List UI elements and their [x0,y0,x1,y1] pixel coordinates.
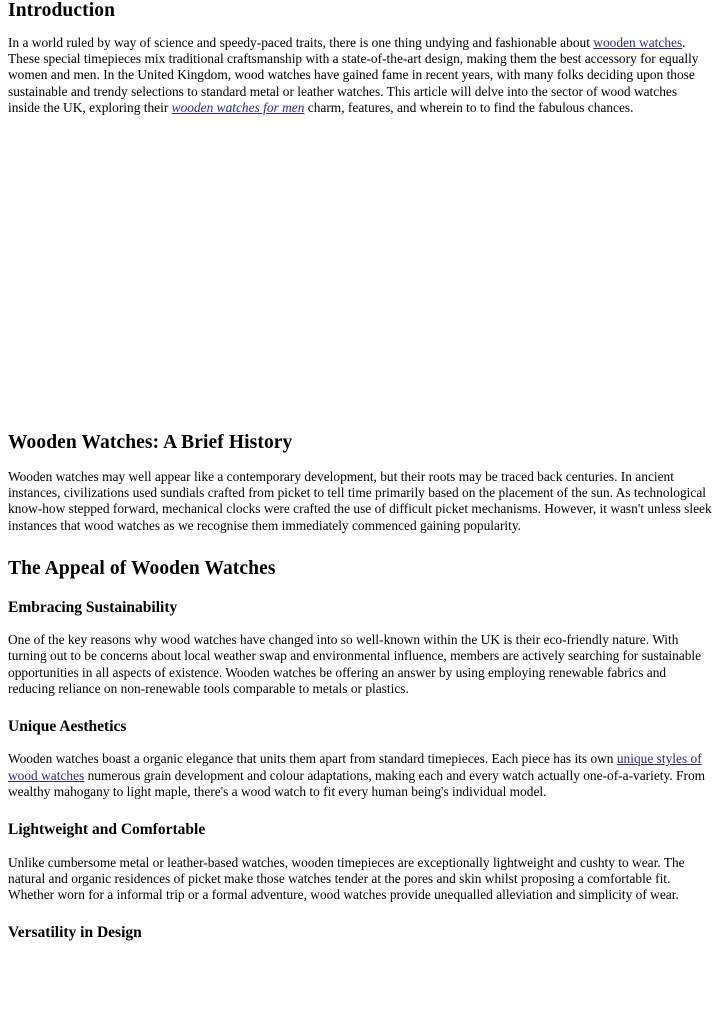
paragraph-introduction [8,35,712,116]
spacer [8,903,712,924]
paragraph-lightweight: Unlike cumbersome metal or leather-based watches, wooden timepieces are exceptionally lightweight and cushty to wear. The natural and organic residences of picket make those watches tender at the pores and skin whilst proposing a comfortable fit. Whether worn for a informal trip or a formal adventure, wood watches provide unequalled alleviation and simplicity of wear. [8,854,685,903]
heading-introduction: Introduction [8,0,116,21]
paragraph-aesthetics [8,751,712,800]
heading-unique-aesthetics: Unique Aesthetics [8,718,127,736]
spacer [8,697,712,718]
spacer [8,616,712,632]
spacer [8,800,712,821]
spacer [8,580,712,599]
spacer [8,735,712,751]
heading-lightweight-and-comfortable: Lightweight and Comfortable [8,821,206,839]
link-unique-styles-of-wood-watches[interactable]: unique styles of wood watches [8,751,702,783]
link-wooden-watches[interactable]: wooden watches [593,34,683,50]
spacer [8,454,712,469]
aesthetics-text-part-2: numerous grain development and colour adaptations, making each and every watch actually one-of-a-variety. From wealthy mahogany to light maple, there's a wood watch to fit every human being's individual model. [8,767,706,799]
heading-brief-history: Wooden Watches: A Brief History [8,432,293,454]
image-placeholder [8,116,712,432]
link-wooden-watches-for-men[interactable]: wooden watches for men [171,99,305,115]
aesthetics-text-part-1: Wooden watches boast a organic elegance that units them apart from standard timepieces. Each piece has its own [8,751,617,767]
heading-embracing-sustainability: Embracing Sustainability [8,598,178,616]
paragraph-history: Wooden watches may well appear like a contemporary development, but their roots may be traced back centuries. In ancient instances, civilizations used sundials crafted from picket to tell time primarily based on the placement of the sun. As technological know-how stepped forward, mechanical clocks were crafted the use of difficult picket mechanisms. However, it wasn't unless sleek instances that wood watches as we recognise them immediately commenced gaining popularity. [8,468,712,533]
spacer [8,22,712,35]
spacer [8,534,712,558]
intro-text-part-1: In a world ruled by way of science and speedy-paced traits, there is one thing undying and fashionable about [8,34,594,50]
intro-text-part-3: charm, features, and wherein to to find the fabulous chances. [304,99,634,115]
intro-text-part-2: . These special timepieces mix traditional craftsmanship with a state-of-the-art design, making them the best accessory for equally women and men. In the United Kingdom, wood watches have gained fame in recent years, with many folks deciding upon those sustainable and trendy selections to standard metal or leather watches. This article will delve into the sector of wood watches inside the UK, exploring their [8,34,699,115]
heading-versatility-in-design: Versatility in Design [8,924,142,942]
spacer [8,839,712,855]
paragraph-sustainability: One of the key reasons why wood watches have changed into so well-known within the UK is their eco-friendly nature. With turning out to be concerns about local weather swap and environmental influence, members are actively searching for sustainable opportunities in all aspects of existence. Wooden watches be offering an answer by using employing renewable fabrics and reducing reliance on non-renewable tools comparable to metals or plastics. [8,632,702,696]
heading-appeal-of-wooden-watches: The Appeal of Wooden Watches [8,557,276,579]
